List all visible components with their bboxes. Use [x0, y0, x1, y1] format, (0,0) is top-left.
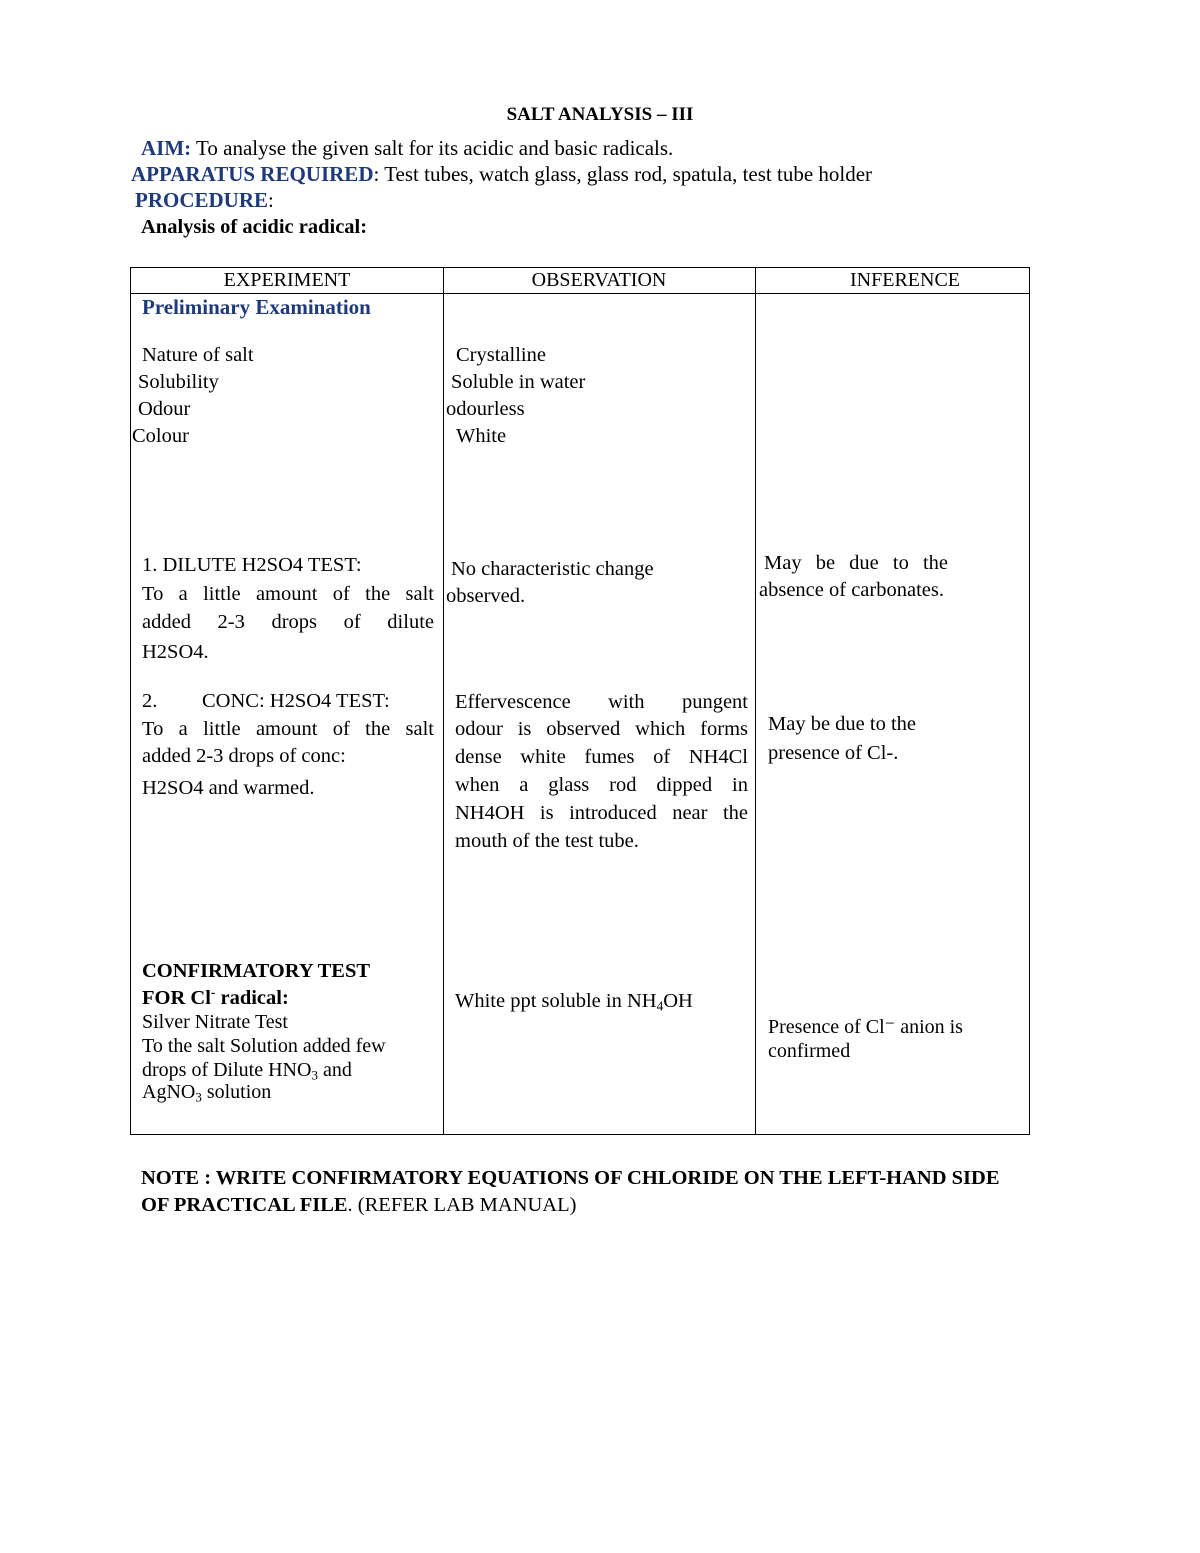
- confirmatory-line: To the salt Solution added few: [142, 1035, 386, 1057]
- note: [141, 1165, 1021, 1219]
- confirmatory-line-b: and: [317, 1059, 352, 1081]
- conc-observation: NH4OH is introduced near the: [455, 802, 748, 824]
- confirmatory-inference: Presence of Cl⁻ anion is: [768, 1016, 963, 1038]
- prelim-observation: Crystalline: [456, 344, 546, 366]
- dilute-inference: absence of carbonates.: [759, 579, 944, 601]
- dilute-test-line: To a little amount of the salt: [142, 583, 434, 605]
- conc-observation: dense white fumes of NH4Cl: [455, 746, 748, 768]
- prelim-experiment: Odour: [138, 398, 191, 420]
- conc-test-line: To a little amount of the salt: [142, 718, 434, 740]
- column-divider: [755, 268, 756, 1134]
- analysis-table: [130, 267, 1030, 1135]
- column-divider: [443, 268, 444, 1134]
- confirmatory-subheading-sup: -: [210, 984, 216, 1000]
- confirmatory-line-a: AgNO: [142, 1081, 196, 1103]
- confirmatory-observation: [455, 988, 693, 1015]
- dilute-test-line: added 2-3 drops of dilute: [142, 611, 434, 633]
- conc-observation: when a glass rod dipped in: [455, 774, 748, 796]
- prelim-experiment: Nature of salt: [142, 344, 254, 366]
- prelim-experiment: Solubility: [138, 371, 219, 393]
- header-observation: OBSERVATION: [531, 269, 667, 291]
- confirmatory-line: Silver Nitrate Test: [142, 1011, 288, 1033]
- preliminary-heading: Preliminary Examination: [142, 295, 371, 319]
- confirmatory-line-sub: 3: [311, 1067, 318, 1083]
- aim-label: AIM:: [141, 136, 192, 160]
- confirmatory-line-sub: 3: [195, 1089, 202, 1105]
- prelim-observation: odourless: [446, 398, 525, 420]
- confirmatory-subheading-a: FOR Cl: [142, 987, 211, 1009]
- conc-test-number: 2.: [142, 690, 158, 712]
- confirmatory-subheading-b: radical:: [215, 987, 289, 1009]
- conc-observation: Effervescence with pungent: [455, 691, 748, 713]
- conc-inference: presence of Cl-.: [768, 742, 899, 764]
- apparatus-text: : Test tubes, watch glass, glass rod, spatula, test tube holder: [373, 162, 873, 186]
- prelim-experiment: Colour: [132, 425, 189, 447]
- conc-inference: May be due to the: [768, 713, 917, 735]
- conc-test-title: CONC: H2SO4 TEST:: [202, 690, 390, 712]
- apparatus-line: [131, 162, 872, 187]
- prelim-observation: Soluble in water: [451, 371, 586, 393]
- procedure-line: [135, 188, 274, 213]
- confirmatory-line: [142, 1058, 352, 1082]
- confirmatory-line: [142, 1080, 271, 1104]
- note-bold: NOTE : WRITE CONFIRMATORY EQUATIONS OF CHLORIDE ON THE LEFT-HAND SIDE OF PRACTICAL FILE: [141, 1167, 1000, 1216]
- dilute-test-title: 1. DILUTE H2SO4 TEST:: [142, 554, 362, 576]
- header-inference: INFERENCE: [850, 269, 960, 291]
- dilute-observation: No characteristic change: [451, 558, 654, 580]
- procedure-label: PROCEDURE: [135, 188, 269, 212]
- confirmatory-observation-a: White ppt soluble in NH: [455, 990, 657, 1012]
- prelim-observation: White: [456, 425, 507, 447]
- section-heading: Analysis of acidic radical:: [141, 216, 368, 238]
- confirmatory-inference: confirmed: [768, 1040, 851, 1062]
- confirmatory-line-a: drops of Dilute HNO: [142, 1059, 312, 1081]
- procedure-text: :: [268, 188, 274, 212]
- aim-line: [141, 136, 673, 161]
- aim-text: To analyse the given salt for its acidic and basic radicals.: [191, 136, 674, 160]
- confirmatory-heading: CONFIRMATORY TEST: [142, 960, 371, 982]
- conc-test-line: added 2-3 drops of conc:: [142, 745, 346, 767]
- confirmatory-line-b: solution: [201, 1081, 272, 1103]
- page-title: SALT ANALYSIS – III: [506, 104, 694, 125]
- confirmatory-observation-b: OH: [663, 990, 693, 1012]
- confirmatory-subheading: [142, 985, 289, 1012]
- dilute-observation: observed.: [446, 585, 526, 607]
- note-normal: . (REFER LAB MANUAL): [347, 1194, 577, 1216]
- dilute-inference: May be due to the: [764, 552, 948, 574]
- conc-observation: mouth of the test tube.: [455, 830, 639, 852]
- confirmatory-observation-sub: 4: [656, 998, 664, 1014]
- apparatus-label: APPARATUS REQUIRED: [131, 162, 374, 186]
- conc-observation: odour is observed which forms: [455, 718, 748, 740]
- header-experiment: EXPERIMENT: [223, 269, 351, 291]
- dilute-test-line: H2SO4.: [142, 641, 209, 663]
- conc-test-line: H2SO4 and warmed.: [142, 777, 315, 799]
